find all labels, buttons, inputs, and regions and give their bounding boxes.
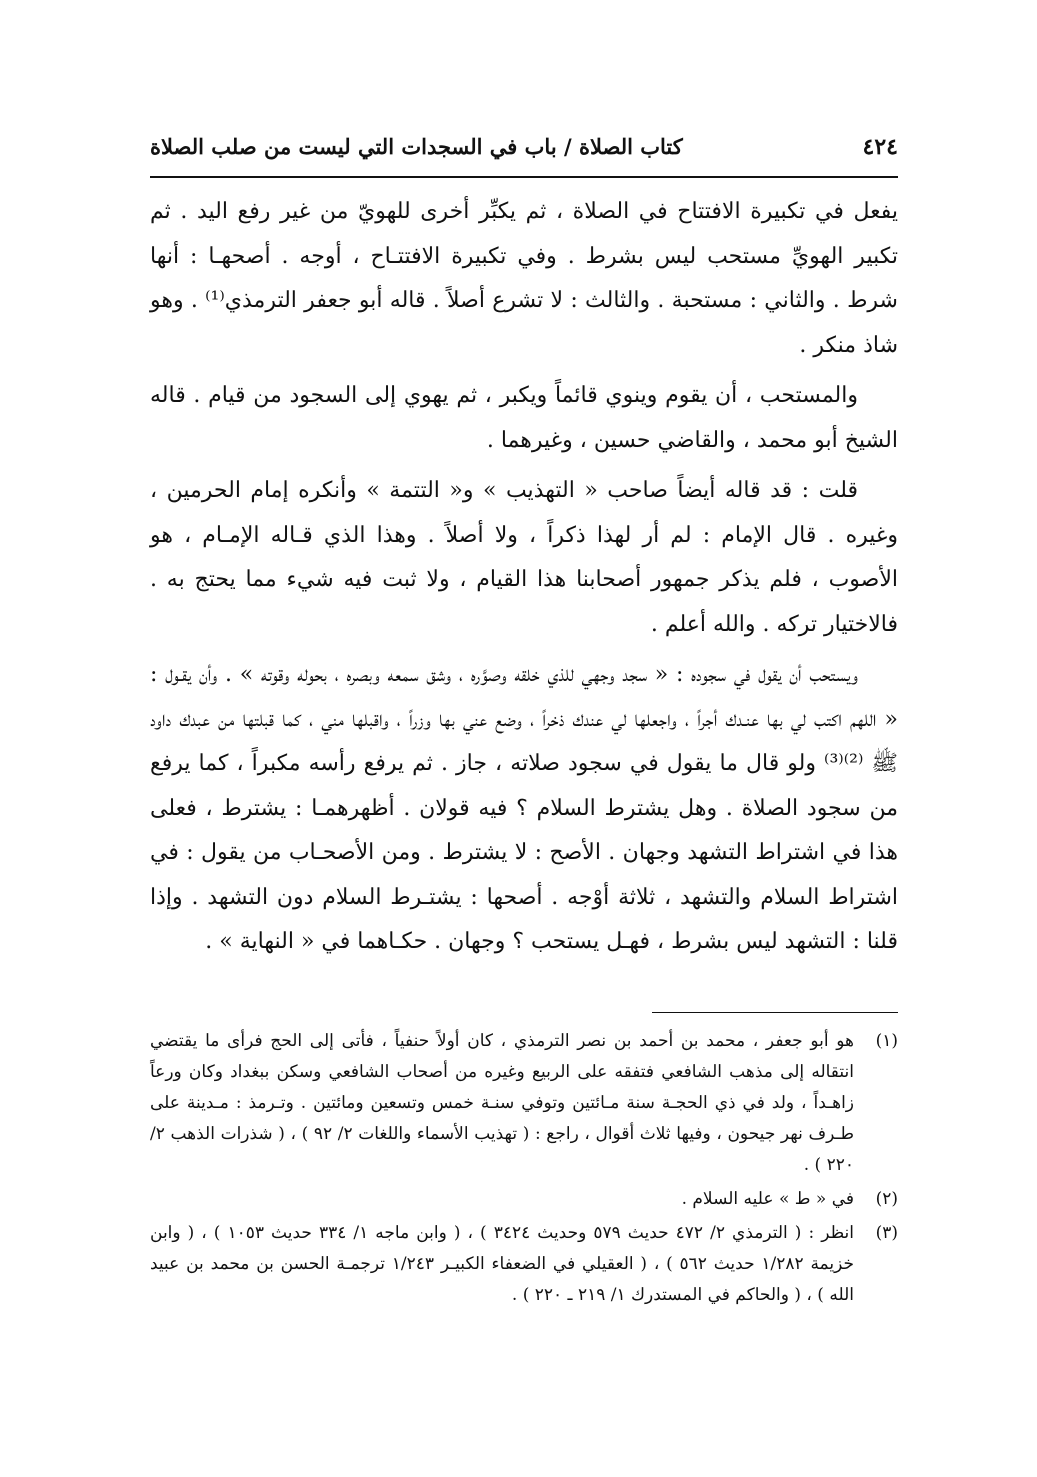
- footnote-3: [150, 1218, 898, 1311]
- paragraph-4: ويستحب أن يقول في سجوده : « سجد وجهي للذي خلقه وصوَّره ، وشق سمعه وبصره ، بحوله وقوته » . وأن يقـول : « اللهم اكتب لي بها عنـدك أجراً ، واجعلها لي عندك ذخراً ، وضع عني بها وزراً ، واقبلها مني ، كما قبلتها من عبدك داود ﷺ ⁽²⁾⁽³⁾ ولو قال ما يقول في سجود صلاته ، جاز . ثم يرفع رأسه مكبراً ، كما يرفع من سجود الصلاة . وهل يشترط السلام ؟ فيه قولان . أظهرهمـا : يشترط ، فعلى هذا في اشتراط التشهد وجهان . الأصح : لا يشترط . ومن الأصحـاب من يقول : في اشتراط السلام والتشهد ، ثلاثة أوْجه . أصحها : يشتـرط السلام دون التشهد . وإذا قلنا : التشهد ليس بشرط ، فهـل يستحب ؟ وجهان . حكـاهما في « النهاية » .: [150, 662, 898, 954]
- paragraph-3: قلت : قد قاله أيضاً صاحب « التهذيب » و« التتمة » وأنكره إمام الحرمين ، وغيره . قال الإمام : لم أر لهذا ذكراً ، ولا أصلاً . وهذا الذي قـاله الإمـام ، هو الأصوب ، فلم يذكر جمهور أصحابنا هذا القيام ، ولا ثبت فيه شيء مما يحتج به . فالاختيار تركه . والله أعلم .: [150, 478, 898, 637]
- footnote-divider: [652, 1012, 898, 1013]
- footnote-number: (١): [875, 1031, 898, 1051]
- header-divider: [150, 176, 898, 178]
- footnote-number: (٢): [875, 1189, 898, 1209]
- footnote-number: (٣): [875, 1223, 898, 1243]
- footnote-2: [150, 1184, 898, 1215]
- footnote-text: في « ط » عليه السلام .: [681, 1189, 854, 1209]
- footnote-1: [150, 1026, 898, 1181]
- page-number: ٤٢٤: [862, 134, 898, 160]
- running-header: [150, 134, 898, 170]
- footnote-text: هو أبو جعفر ، محمد بن أحمد بن نصر الترمذي ، كان أولاً حنفياً ، فأتى إلى الحج فرأى ما يقتضي انتقاله إلى مذهب الشافعي فتفقه على الربيع وغيره من أصحاب الشافعي وسكن ببغداد وكان ورعاً زاهـداً ، ولد في ذي الحجـة سنة مـائتين وتوفي سنـة خمس وتسعين ومائتين . وتـرمذ : مـدينة على طـرف نهر جيحون ، وفيها ثلاث أقوال ، راجع : ( تهذيب الأسماء واللغات ٢/ ٩٢ ) ، ( شذرات الذهب ٢/ ٢٢٠ ) .: [150, 1031, 854, 1175]
- footnote-text: انظر : ( الترمذي ٢/ ٤٧٢ حديث ٥٧٩ وحديث ٣٤٢٤ ) ، ( وابن ماجه ١/ ٣٣٤ حديث ١٠٥٣ ) ، ( وابن خزيمة ١/٢٨٢ حديث ٥٦٢ ) ، ( العقيلي في الضعفاء الكبيـر ١/٢٤٣ ترجمـة الحسن بن محمد بن عبيد الله ) ، ( والحاكم في المستدرك ١/ ٢١٩ ـ ٢٢٠ ) .: [150, 1223, 855, 1305]
- footnotes: [150, 1026, 898, 1314]
- running-title: كتاب الصلاة / باب في السجدات التي ليست من صلب الصلاة: [150, 134, 683, 159]
- main-text: [150, 190, 898, 971]
- paragraph-1: يفعل في تكبيرة الافتتاح في الصلاة ، ثم يكبِّر أخرى للهويّ من غير رفع اليد . ثم تكبير الهويِّ مستحب ليس بشرط . وفي تكبيرة الافتتـاح ، أوجه . أصحهـا : أنها شرط . والثاني : مستحبة . والثالث : لا تشرع أصلاً . قاله أبو جعفر الترمذي⁽¹⁾ . وهو شاذ منكر .: [150, 199, 898, 358]
- paragraph-2: والمستحب ، أن يقوم وينوي قائماً ويكبر ، ثم يهوي إلى السجود من قيام . قاله الشيخ أبو محمد ، والقاضي حسين ، وغيرهما .: [150, 383, 898, 453]
